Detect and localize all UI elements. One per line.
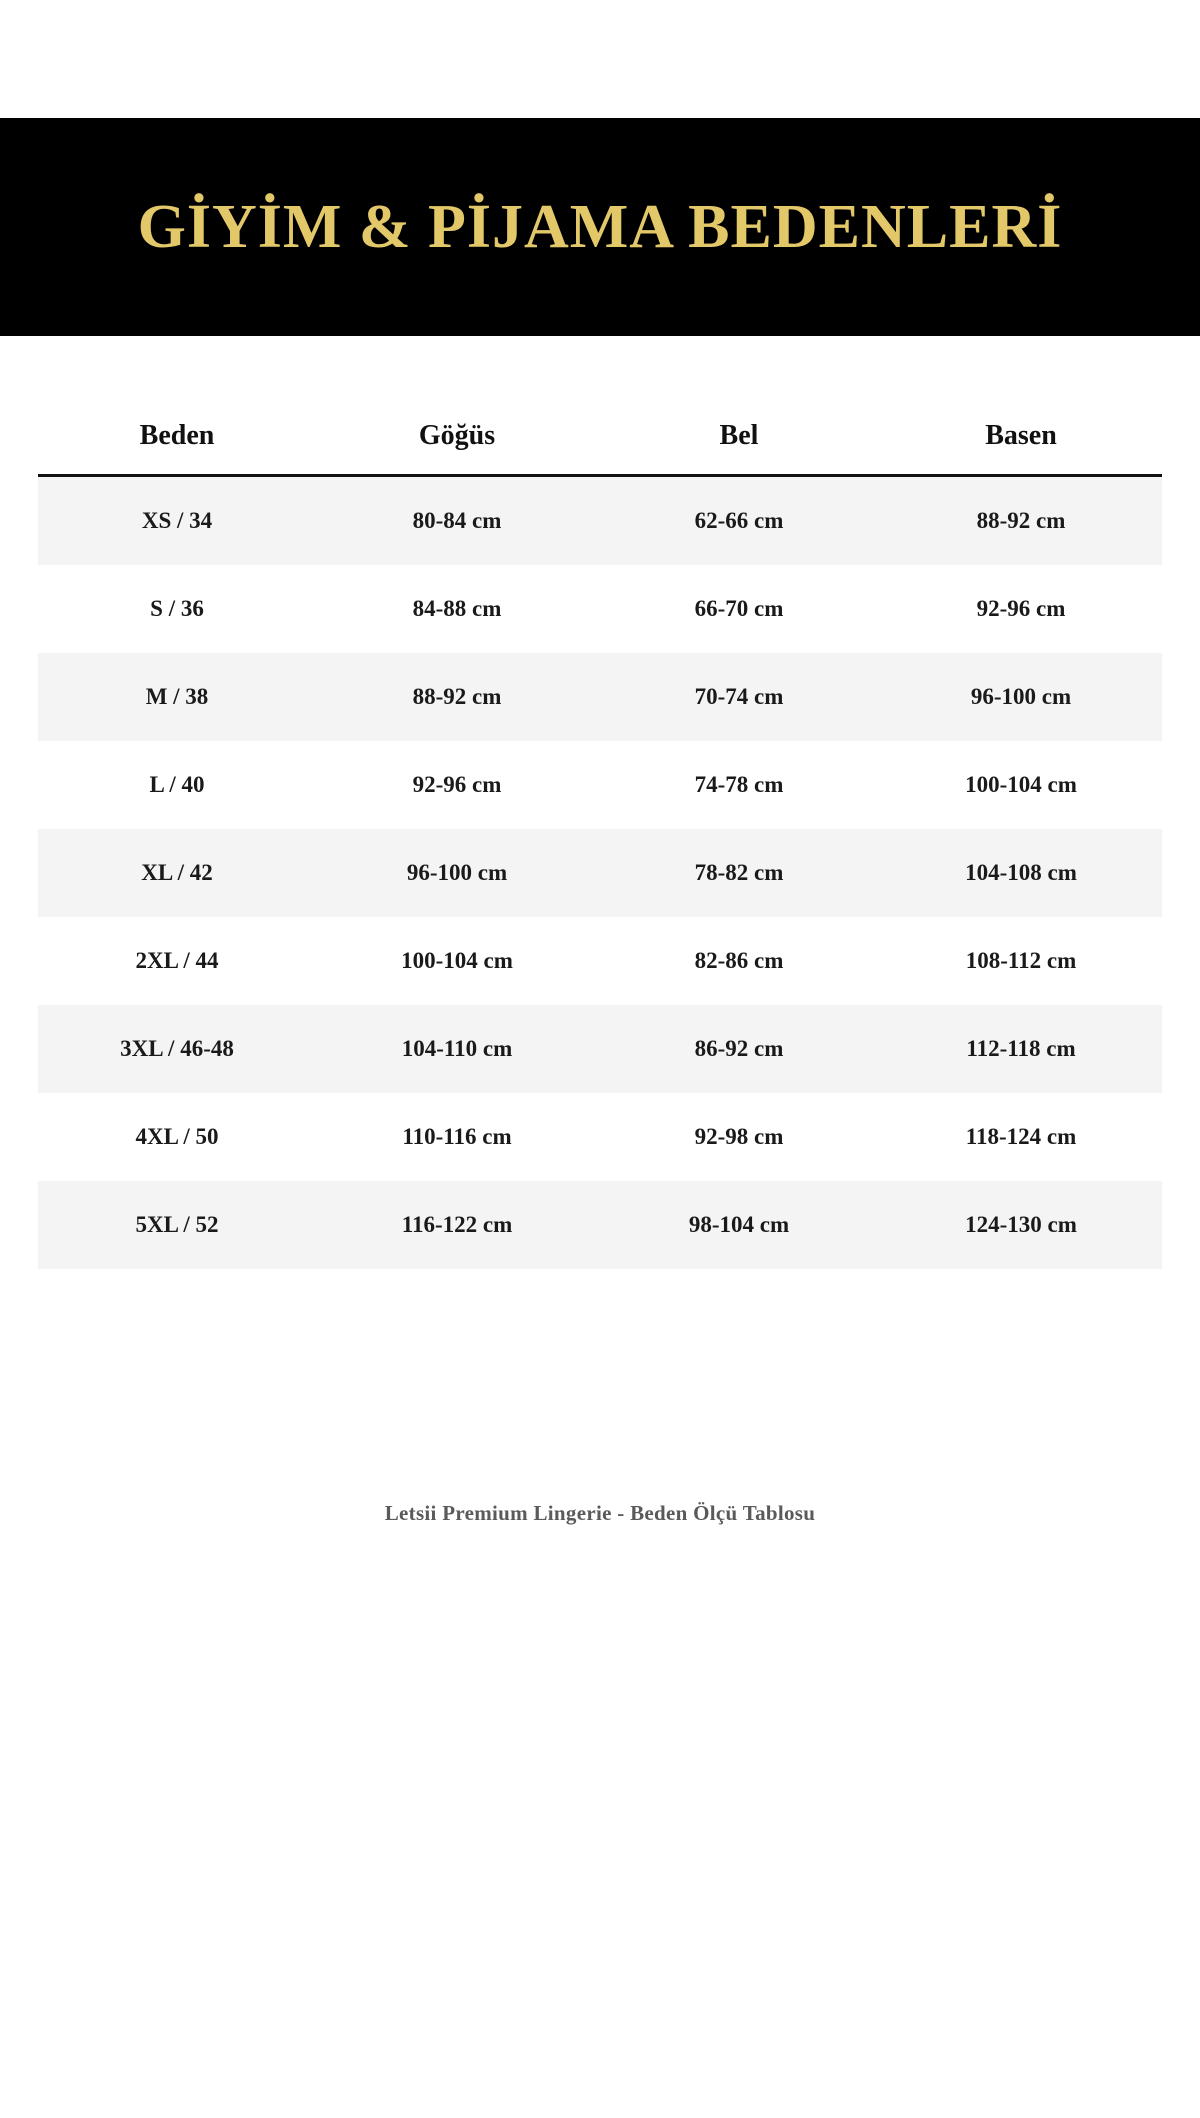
table-header-row xyxy=(38,414,1162,476)
cell-basen: 100-104 cm xyxy=(880,741,1162,829)
column-header-gogus: Göğüs xyxy=(316,414,598,476)
cell-gogus: 96-100 cm xyxy=(316,829,598,917)
cell-gogus: 84-88 cm xyxy=(316,565,598,653)
column-header-beden: Beden xyxy=(38,414,316,476)
table-body xyxy=(38,476,1162,1270)
size-table xyxy=(38,414,1162,1269)
table-row xyxy=(38,476,1162,566)
cell-basen: 118-124 cm xyxy=(880,1093,1162,1181)
cell-gogus: 104-110 cm xyxy=(316,1005,598,1093)
cell-beden: S / 36 xyxy=(38,565,316,653)
table-row xyxy=(38,653,1162,741)
cell-gogus: 116-122 cm xyxy=(316,1181,598,1269)
cell-beden: 2XL / 44 xyxy=(38,917,316,1005)
cell-bel: 98-104 cm xyxy=(598,1181,880,1269)
size-table-container xyxy=(38,336,1162,1269)
cell-beden: XL / 42 xyxy=(38,829,316,917)
footer-caption: Letsii Premium Lingerie - Beden Ölçü Tablosu xyxy=(384,1501,816,1525)
column-header-basen: Basen xyxy=(880,414,1162,476)
header-banner xyxy=(0,118,1200,336)
cell-gogus: 88-92 cm xyxy=(316,653,598,741)
table-row xyxy=(38,917,1162,1005)
cell-bel: 82-86 cm xyxy=(598,917,880,1005)
cell-basen: 96-100 cm xyxy=(880,653,1162,741)
size-chart-page xyxy=(0,118,1200,2118)
cell-basen: 104-108 cm xyxy=(880,829,1162,917)
cell-bel: 70-74 cm xyxy=(598,653,880,741)
cell-bel: 92-98 cm xyxy=(598,1093,880,1181)
cell-beden: M / 38 xyxy=(38,653,316,741)
cell-bel: 74-78 cm xyxy=(598,741,880,829)
cell-bel: 86-92 cm xyxy=(598,1005,880,1093)
table-header xyxy=(38,414,1162,476)
table-row xyxy=(38,565,1162,653)
cell-beden: L / 40 xyxy=(38,741,316,829)
cell-basen: 112-118 cm xyxy=(880,1005,1162,1093)
cell-basen: 108-112 cm xyxy=(880,917,1162,1005)
cell-basen: 92-96 cm xyxy=(880,565,1162,653)
column-header-bel: Bel xyxy=(598,414,880,476)
cell-bel: 78-82 cm xyxy=(598,829,880,917)
cell-beden: 5XL / 52 xyxy=(38,1181,316,1269)
cell-beden: XS / 34 xyxy=(38,476,316,566)
page-title: GİYİM & PİJAMA BEDENLERİ xyxy=(137,193,1063,261)
cell-beden: 3XL / 46-48 xyxy=(38,1005,316,1093)
cell-basen: 124-130 cm xyxy=(880,1181,1162,1269)
table-row xyxy=(38,1005,1162,1093)
cell-bel: 66-70 cm xyxy=(598,565,880,653)
cell-gogus: 100-104 cm xyxy=(316,917,598,1005)
cell-gogus: 110-116 cm xyxy=(316,1093,598,1181)
cell-gogus: 92-96 cm xyxy=(316,741,598,829)
cell-gogus: 80-84 cm xyxy=(316,476,598,566)
cell-basen: 88-92 cm xyxy=(880,476,1162,566)
cell-bel: 62-66 cm xyxy=(598,476,880,566)
table-row xyxy=(38,1093,1162,1181)
table-row xyxy=(38,829,1162,917)
table-row xyxy=(38,1181,1162,1269)
cell-beden: 4XL / 50 xyxy=(38,1093,316,1181)
table-row xyxy=(38,741,1162,829)
